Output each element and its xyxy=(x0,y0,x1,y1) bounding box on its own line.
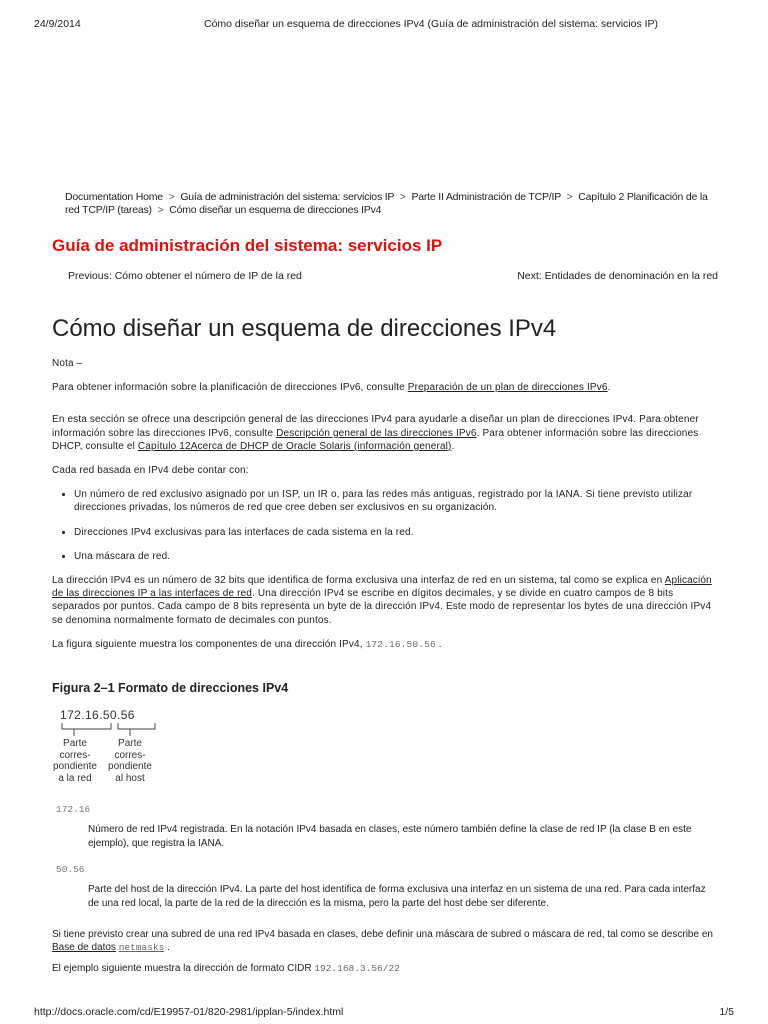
figure-intro-code: 172.16.50.56 xyxy=(365,638,436,650)
cidr-paragraph xyxy=(52,962,720,975)
figure-address: 172.16.50.56 xyxy=(60,708,135,722)
breadcrumb-separator: > xyxy=(168,191,175,203)
network-label-line: pondiente xyxy=(53,761,97,772)
breadcrumb-separator: > xyxy=(157,204,164,216)
cidr-text: El ejemplo siguiente muestra la dirección de formato CIDR xyxy=(52,963,312,975)
figure-title: Figura 2–1 Formato de direcciones IPv4 xyxy=(52,681,289,695)
host-label-line: pondiente xyxy=(108,761,152,772)
subnet-text: Si tiene previsto crear una subred de una red IPv4 basada en clases, debe definir una máscara de subred o máscara de red, tal como se describe en xyxy=(52,929,713,940)
ip-interfaces-link[interactable]: Aplicación de las direcciones IP a las interfaces de red xyxy=(52,575,712,600)
definition-term: 50.56 xyxy=(56,864,85,875)
intro-paragraph xyxy=(52,413,720,453)
host-bracket xyxy=(118,723,155,729)
definition-description: Número de red IPv4 registrada. En la notación IPv4 basada en clases, este número también define la clase de red IP (la clase B en este ejemplo), que registra la IANA. xyxy=(88,824,692,849)
host-label-line: al host xyxy=(115,772,145,784)
subnet-paragraph xyxy=(52,928,720,954)
next-nav[interactable] xyxy=(517,270,718,282)
requirements-list xyxy=(52,488,720,563)
netmasks-code[interactable]: netmasks xyxy=(118,942,165,954)
list-item: • Una máscara de red. xyxy=(74,550,720,563)
page-number: 1/5 xyxy=(719,1006,734,1018)
intro-text-2: . Para obtener información sobre las direcciones DHCP, consulte el xyxy=(52,427,699,452)
previous-label: Previous: xyxy=(68,270,112,282)
figure-intro-text: La figura siguiente muestra los componentes de una dirección IPv4, xyxy=(52,638,363,650)
ipv6-paragraph xyxy=(52,381,720,394)
breadcrumb-separator: > xyxy=(399,191,406,203)
host-label-line: corres- xyxy=(114,749,146,761)
print-date: 24/9/2014 xyxy=(34,18,81,30)
database-link[interactable]: Base de datos xyxy=(52,942,116,954)
list-item: • Un número de red exclusivo asignado por un ISP, un IR o, para las redes más antiguas, registrado por la IANA. Si tiene previsto utilizar direcciones privadas, los números de red que cree deben ser exclusivos en su organización. xyxy=(74,488,720,514)
page-navigation xyxy=(68,270,718,282)
network-part-label xyxy=(52,738,98,784)
intro-text-1: En esta sección se ofrece una descripción general de las direcciones IPv4 para ayudarle a diseñar un plan de direcciones IPv4. Para obtener información sobre las direcciones IPv6, consulte xyxy=(52,414,699,439)
figure-intro-paragraph xyxy=(52,638,720,651)
network-label-line: a la red xyxy=(58,772,92,784)
ipv6-plan-link[interactable]: Preparación de un plan de direcciones IPv6 xyxy=(407,382,608,394)
breadcrumb-item-part[interactable]: Parte II Administración de TCP/IP xyxy=(411,191,561,203)
previous-link[interactable]: Cómo obtener el número de IP de la red xyxy=(114,270,302,282)
next-label: Next: xyxy=(517,270,542,282)
definition-term: 172.16 xyxy=(56,804,91,815)
breadcrumb-separator: > xyxy=(566,191,573,203)
address-paragraph xyxy=(52,574,720,627)
guide-title[interactable]: Guía de administración del sistema: servicios IP xyxy=(52,236,443,255)
subnet-content xyxy=(52,928,720,984)
figure-intro-end: . xyxy=(438,638,442,650)
host-label-line: Parte xyxy=(118,738,142,749)
cidr-code: 192.168.3.56/22 xyxy=(314,963,400,975)
note-label: Nota – xyxy=(52,358,83,369)
next-link[interactable]: Entidades de denominación en la red xyxy=(544,270,718,282)
breadcrumb-item-chapter[interactable]: Capítulo 2 Planificación de la red TCP/IP (tareas) xyxy=(65,191,708,216)
address-text-2: . Una dirección IPv4 se escribe en dígitos decimales, y se divide en cuatro campos de 8 bits separados por puntos. Cada campo de 8 bits representa un byte de la dirección IPv4. Este modo de representar los bytes de una dirección IPv4 se denomina normalmente formato de decimales con puntos. xyxy=(52,588,712,626)
requirements-paragraph: Cada red basada en IPv4 debe contar con: xyxy=(52,465,249,477)
ipv6-overview-link[interactable]: Descripción general de las direcciones IPv6 xyxy=(276,427,477,439)
breadcrumb-item-home[interactable]: Documentation Home xyxy=(65,191,163,203)
ipv4-address-figure xyxy=(52,706,162,798)
definition-list xyxy=(56,803,716,923)
print-title: Cómo diseñar un esquema de direcciones IPv4 (Guía de administración del sistema: servicios IP) xyxy=(204,18,659,30)
network-label-line: corres- xyxy=(59,749,91,761)
page-url: http://docs.oracle.com/cd/E19957-01/820-2981/ipplan-5/index.html xyxy=(34,1006,344,1018)
address-text-1: La dirección IPv4 es un número de 32 bits que identifica de forma exclusiva una interfaz de red en un sistema, tal como se explica en xyxy=(52,575,663,587)
main-content xyxy=(52,357,720,662)
ipv6-text: Para obtener información sobre la planificación de direcciones IPv6, consulte xyxy=(52,382,405,394)
definition-description: Parte del host de la dirección IPv4. La parte del host identifica de forma exclusiva una interfaz en un sistema de una red. Para cada interfaz de una red local, la parte de la red de la dirección es la misma, pero la parte del host debe ser diferente. xyxy=(88,884,706,909)
breadcrumb xyxy=(65,191,715,217)
network-bracket xyxy=(62,723,111,729)
dhcp-chapter-link[interactable]: Capítulo 12Acerca de DHCP de Oracle Solaris (información general) xyxy=(137,440,452,452)
ipv6-end: . xyxy=(607,382,611,394)
breadcrumb-item-guide[interactable]: Guía de administración del sistema: servicios IP xyxy=(180,191,395,203)
subnet-end: . xyxy=(167,942,170,954)
intro-text-3: . xyxy=(451,440,455,452)
previous-nav[interactable] xyxy=(68,270,302,282)
network-label-line: Parte xyxy=(63,738,87,749)
list-item: • Direcciones IPv4 exclusivas para las interfaces de cada sistema en la red. xyxy=(74,526,720,539)
breadcrumb-item-current: Cómo diseñar un esquema de direcciones IPv4 xyxy=(169,204,382,216)
host-part-label xyxy=(104,738,156,784)
page-title: Cómo diseñar un esquema de direcciones IPv4 xyxy=(52,315,557,342)
